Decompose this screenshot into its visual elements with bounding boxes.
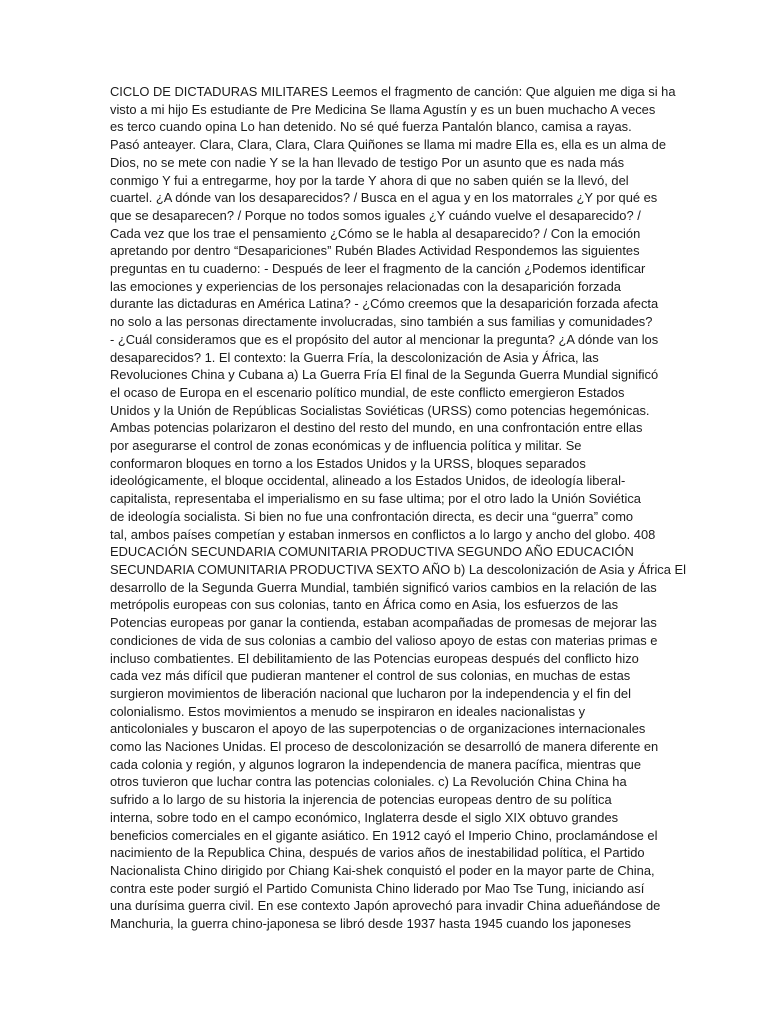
text-line: EDUCACIÓN SECUNDARIA COMUNITARIA PRODUCTIVA SEGUNDO AÑO EDUCACIÓN bbox=[110, 544, 634, 560]
text-line: incluso combatientes. El debilitamiento de las Potencias europeas después del conflicto hizo bbox=[110, 650, 639, 666]
text-line: Manchuria, la guerra chino-japonesa se libró desde 1937 hasta 1945 cuando los japoneses bbox=[110, 916, 631, 932]
text-line: por asegurarse el control de zonas económicas y de influencia política y militar. Se bbox=[110, 438, 582, 454]
text-line: anticoloniales y buscaron el apoyo de las superpotencias o de organizaciones internacionales bbox=[110, 721, 646, 737]
text-line: de ideología socialista. Si bien no fue una confrontación directa, es decir una “guerra” como bbox=[110, 508, 634, 524]
text-line: condiciones de vida de sus colonias a cambio del valioso apoyo de estas con materias primas e bbox=[110, 632, 658, 648]
text-line: no solo a las personas directamente involucradas, sino también a sus familias y comunidades? bbox=[110, 314, 653, 330]
text-line: Unidos y la Unión de Repúblicas Socialistas Soviéticas (URSS) como potencias hegemónicas. bbox=[110, 402, 650, 418]
text-line: que se desaparecen? / Porque no todos somos iguales ¿Y cuándo vuelve el desaparecido? / bbox=[110, 207, 641, 223]
document-body-text bbox=[110, 83, 686, 933]
text-line: Revoluciones China y Cubana a) La Guerra Fría El final de la Segunda Guerra Mundial significó bbox=[110, 367, 659, 383]
text-line: Ambas potencias polarizaron el destino del resto del mundo, en una confrontación entre ellas bbox=[110, 420, 643, 436]
text-line: Cada vez que los trae el pensamiento ¿Cómo se le habla al desaparecido? / Con la emoción bbox=[110, 225, 641, 241]
text-line: el ocaso de Europa en el escenario político mundial, de este conflicto emergieron Estados bbox=[110, 384, 625, 400]
text-line: interna, sobre todo en el campo económico, Inglaterra desde el siglo XIX obtuvo grandes bbox=[110, 809, 619, 825]
text-line: colonialismo. Estos movimientos a menudo se inspiraron en ideales nacionalistas y bbox=[110, 703, 586, 719]
text-line: Dios, no se mete con nadie Y se la han llevado de testigo Por un asunto que es nada más bbox=[110, 154, 625, 170]
text-line: Nacionalista Chino dirigido por Chiang Kai-shek conquistó el poder en la mayor parte de China, bbox=[110, 862, 655, 878]
text-line: nacimiento de la Republica China, después de varios años de inestabilidad política, el Partido bbox=[110, 845, 645, 861]
text-line: surgieron movimientos de liberación nacional que lucharon por la independencia y el fin del bbox=[110, 685, 631, 701]
text-line: preguntas en tu cuaderno: - Después de leer el fragmento de la canción ¿Podemos identificar bbox=[110, 261, 646, 277]
text-line: las emociones y experiencias de los personajes relacionadas con la desaparición forzada bbox=[110, 278, 621, 294]
text-line: como las Naciones Unidas. El proceso de descolonización se desarrolló de manera diferente en bbox=[110, 739, 659, 755]
text-line: conmigo Y fui a entregarme, hoy por la tarde Y ahora di que no saben quién se la llevó, del bbox=[110, 172, 629, 188]
text-line: tal, ambos países competían y estaban inmersos en conflictos a lo largo y ancho del globo. 408 bbox=[110, 526, 656, 542]
text-line: cada vez más difícil que pudieran mantener el control de sus colonias, en muchas de estas bbox=[110, 668, 631, 684]
text-line: beneficios comerciales en el gigante asiático. En 1912 cayó el Imperio Chino, proclamándose el bbox=[110, 827, 658, 843]
text-line: cada colonia y región, y algunos lograron la independencia de manera pacífica, mientras que bbox=[110, 756, 642, 772]
text-line: apretando por dentro “Desapariciones” Rubén Blades Actividad Respondemos las siguientes bbox=[110, 243, 640, 259]
text-line: una durísima guerra civil. En ese contexto Japón aprovechó para invadir China adueñándose de bbox=[110, 898, 661, 914]
text-line: CICLO DE DICTADURAS MILITARES Leemos el fragmento de canción: Que alguien me diga si ha bbox=[110, 84, 676, 99]
text-line: sufrido a lo largo de su historia la injerencia de potencias europeas dentro de su política bbox=[110, 792, 612, 808]
text-line: desarrollo de la Segunda Guerra Mundial, también significó varios cambios en la relación de las bbox=[110, 579, 657, 595]
text-line: es terco cuando opina Lo han detenido. No sé qué fuerza Pantalón blanco, camisa a rayas. bbox=[110, 119, 632, 135]
text-line: otros tuvieron que luchar contra las potencias coloniales. c) La Revolución China China ha bbox=[110, 774, 627, 790]
text-line: durante las dictaduras en América Latina? - ¿Cómo creemos que la desaparición forzada afecta bbox=[110, 296, 659, 312]
text-line: capitalista, representaba el imperialismo en su fase ultima; por el otro lado la Unión Soviética bbox=[110, 491, 641, 507]
text-line: cuartel. ¿A dónde van los desaparecidos? / Busca en el agua y en los matorrales ¿Y por qué es bbox=[110, 190, 658, 206]
text-line: ideológicamente, el bloque occidental, alineado a los Estados Unidos, de ideología liberal- bbox=[110, 473, 626, 489]
text-line: conformaron bloques en torno a los Estados Unidos y la URSS, bloques separados bbox=[110, 455, 586, 471]
text-line: Pasó anteayer. Clara, Clara, Clara, Clara Quiñones se llama mi madre Ella es, ella es un alma de bbox=[110, 137, 666, 153]
text-line: SECUNDARIA COMUNITARIA PRODUCTIVA SEXTO AÑO b) La descolonización de Asia y África El bbox=[110, 561, 686, 577]
text-line: visto a mi hijo Es estudiante de Pre Medicina Se llama Agustín y es un buen muchacho A veces bbox=[110, 101, 656, 117]
text-line: metrópolis europeas con sus colonias, tanto en África como en Asia, los esfuerzos de las bbox=[110, 597, 619, 613]
text-line: desaparecidos? 1. El contexto: la Guerra Fría, la descolonización de Asia y África, las bbox=[110, 349, 599, 365]
text-line: - ¿Cuál consideramos que es el propósito del autor al mencionar la pregunta? ¿A dónde van los bbox=[110, 331, 659, 347]
text-line: Potencias europeas por ganar la contienda, estaban acompañadas de promesas de mejorar las bbox=[110, 615, 657, 631]
text-line: contra este poder surgió el Partido Comunista Chino liderado por Mao Tse Tung, iniciando así bbox=[110, 880, 645, 896]
